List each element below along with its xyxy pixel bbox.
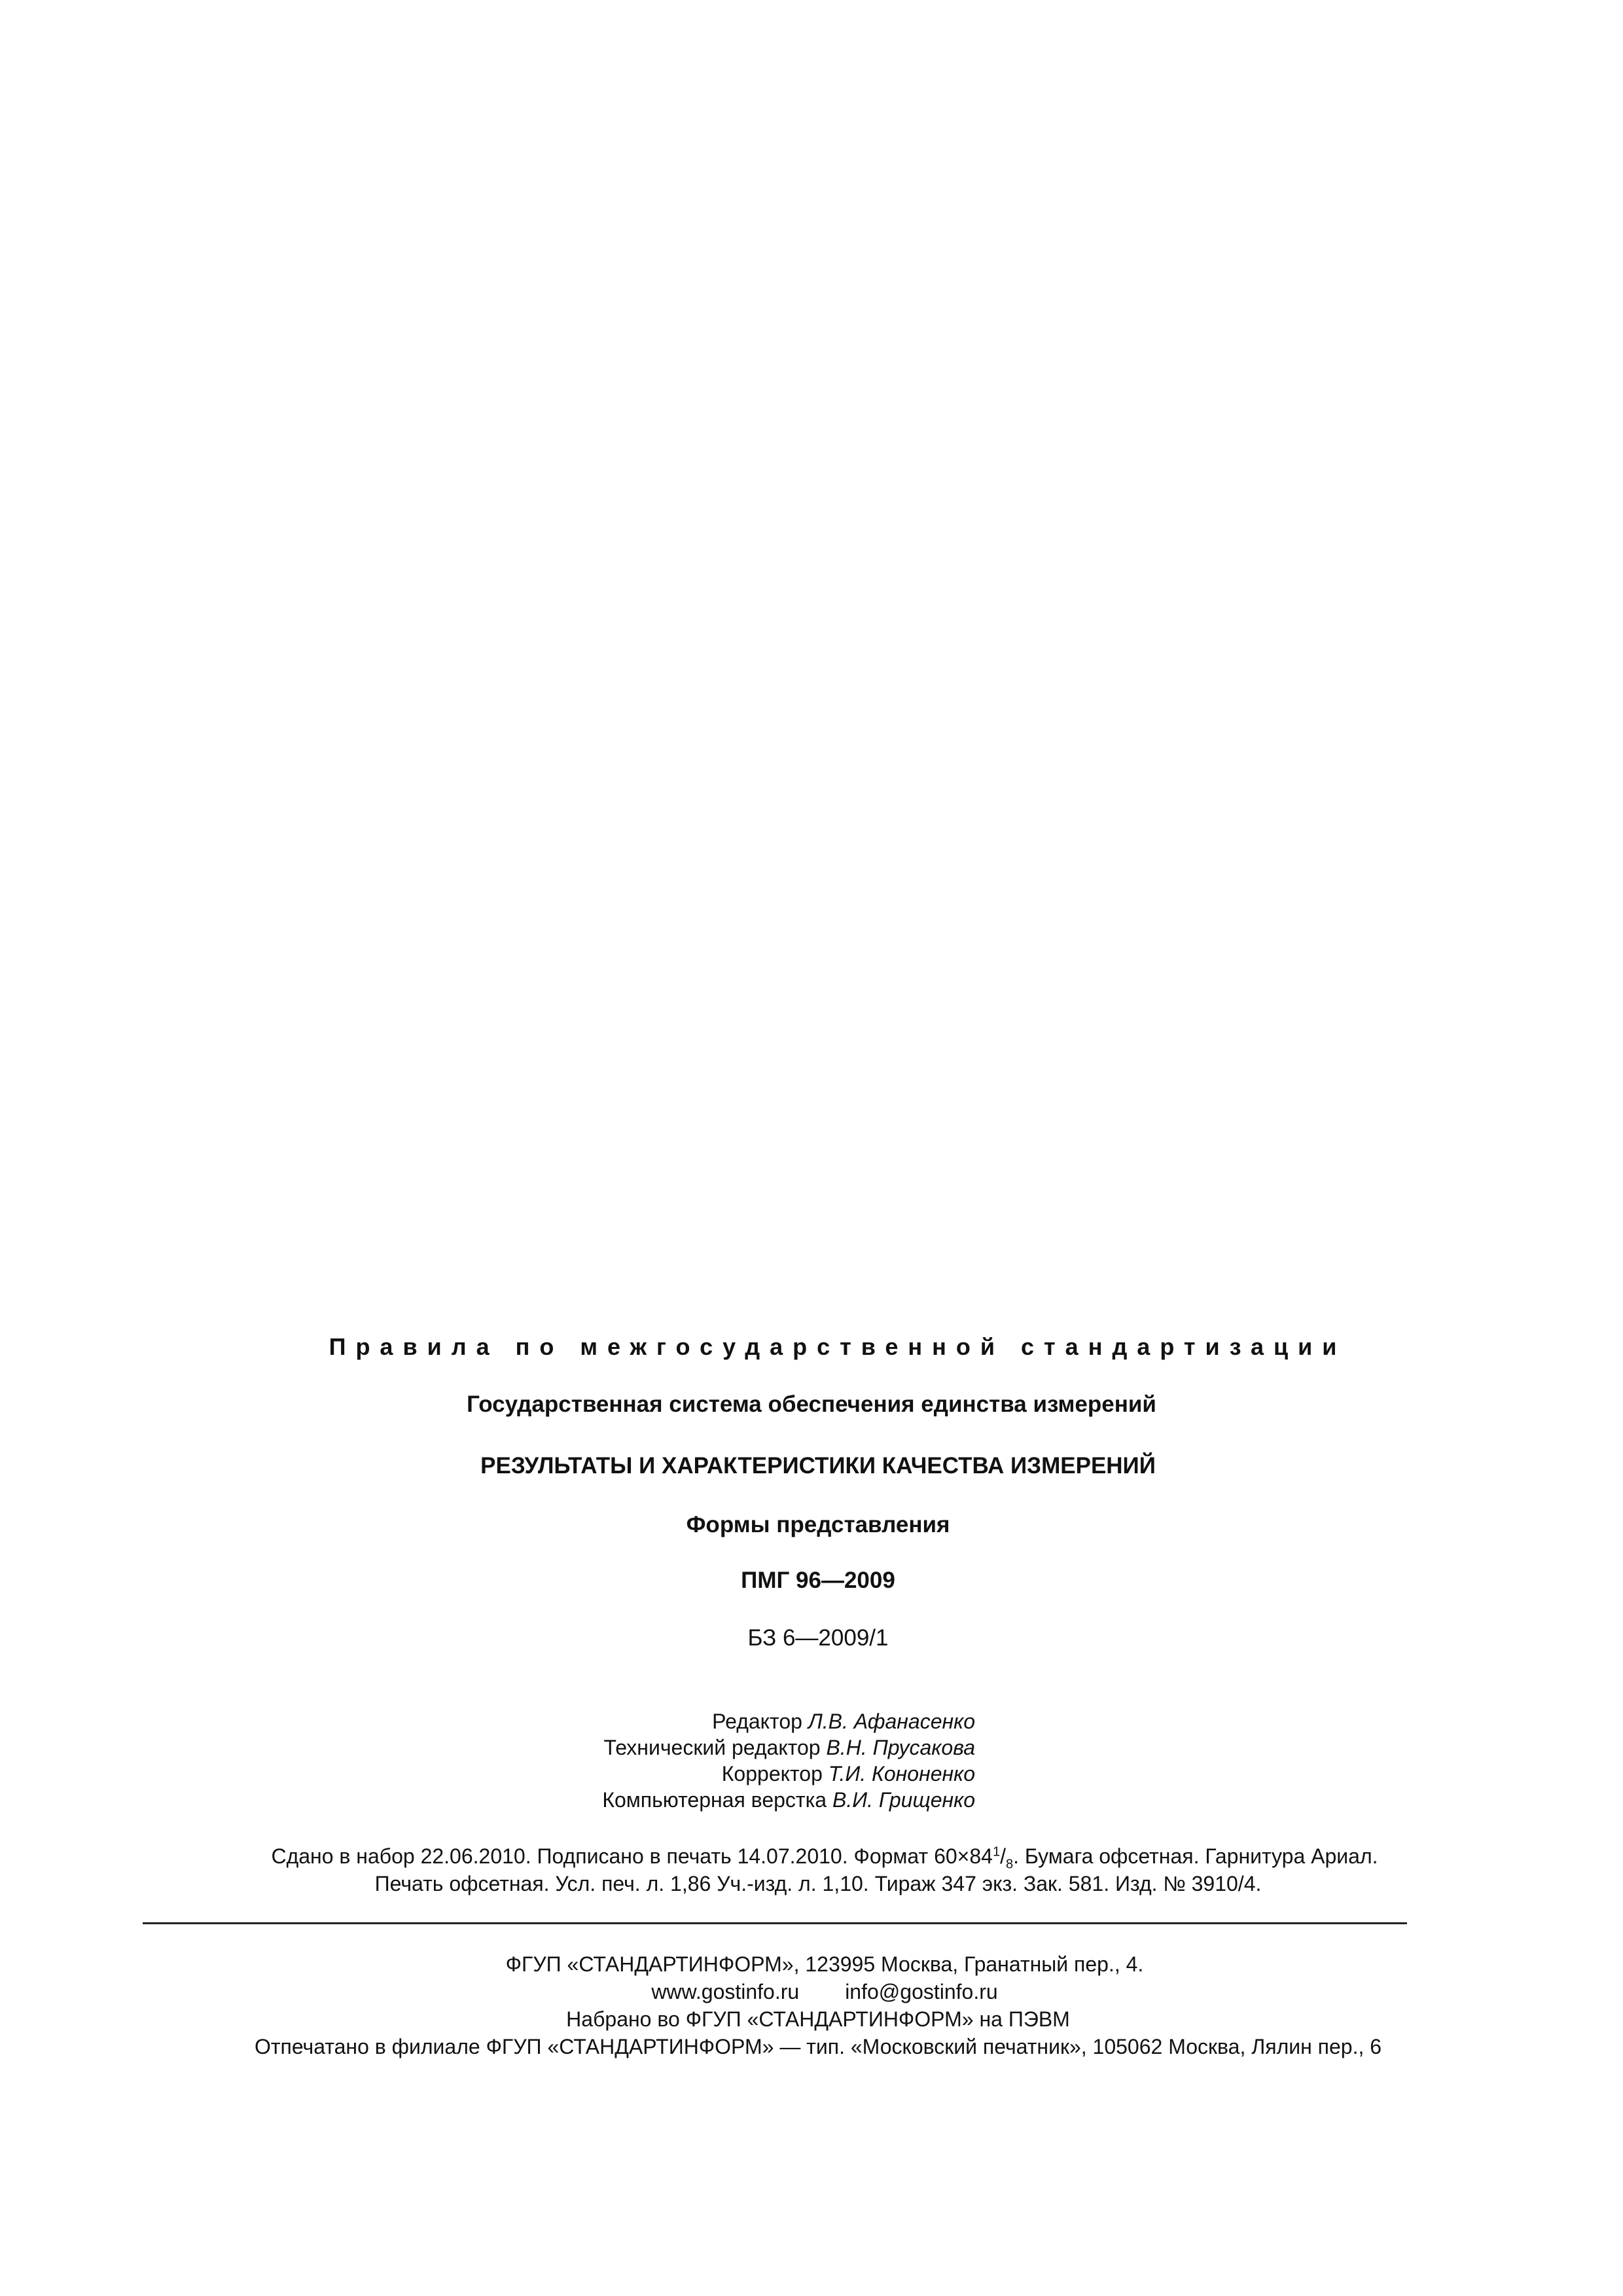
document-title: РЕЗУЛЬТАТЫ И ХАРАКТЕРИСТИКИ КАЧЕСТВА ИЗМЕРЕНИЙ	[480, 1453, 1156, 1479]
credit-technical-editor	[576, 1734, 975, 1761]
publisher-contacts	[13, 1981, 1623, 2002]
typeset-note: Набрано во ФГУП «СТАНДАРТИНФОРМ» на ПЭВМ	[566, 2007, 1070, 2031]
credit-editor	[576, 1708, 975, 1734]
imprint-line-1: Сдано в набор 22.06.2010. Подписано в печать 14.07.2010. Формат $60\times 84^1/_8$. Бумага офсетная. Гарнитура Ариал.	[271, 1844, 1378, 1872]
imprint-text-start: Сдано в набор 22.06.2010. Подписано в печать 14.07.2010. Формат 60×84	[271, 1844, 993, 1868]
website-link[interactable]: www.gostinfo.ru	[651, 1980, 800, 2003]
credit-person: Л.В. Афанасенко	[808, 1710, 975, 1733]
credit-person: В.Н. Прусакова	[826, 1736, 975, 1759]
credit-person: Т.И. Кононенко	[828, 1762, 975, 1785]
standard-series-heading: Правила по межгосударственной стандартизации	[329, 1333, 1347, 1360]
format-fraction-denominator: 8	[1005, 1857, 1014, 1872]
system-title: Государственная система обеспечения единства измерений	[467, 1391, 1156, 1417]
credit-role: Компьютерная верстка	[602, 1788, 827, 1812]
printed-note: Отпечатано в филиале ФГУП «СТАНДАРТИНФОРМ» — тип. «Московский печатник», 105062 Москва, Лялин пер., 6	[254, 2035, 1382, 2058]
credit-proofreader	[576, 1761, 975, 1787]
credit-role: Корректор	[721, 1762, 823, 1785]
credit-layout	[576, 1787, 975, 1813]
email-link[interactable]: info@gostinfo.ru	[845, 1980, 998, 2003]
standard-code: ПМГ 96—2009	[741, 1568, 895, 1593]
document-subtitle: Формы представления	[686, 1512, 950, 1537]
publisher-address: ФГУП «СТАНДАРТИНФОРМ», 123995 Москва, Гранатный пер., 4.	[505, 1952, 1144, 1976]
imprint-text-end: . Бумага офсетная. Гарнитура Ариал.	[1013, 1844, 1378, 1868]
credit-person: В.И. Грищенко	[832, 1788, 975, 1812]
credit-role: Технический редактор	[603, 1736, 821, 1759]
divider-line	[143, 1922, 1407, 1924]
bz-number: БЗ 6—2009/1	[747, 1625, 889, 1651]
credit-role: Редактор	[712, 1710, 802, 1733]
credits-block	[576, 1708, 975, 1813]
imprint-line-2: Печать офсетная. Усл. печ. л. 1,86 Уч.-изд. л. 1,10. Тираж 347 экз. Зак. 581. Изд. № 3910/4.	[374, 1872, 1262, 1895]
format-fraction-numerator: 1	[992, 1844, 1001, 1859]
